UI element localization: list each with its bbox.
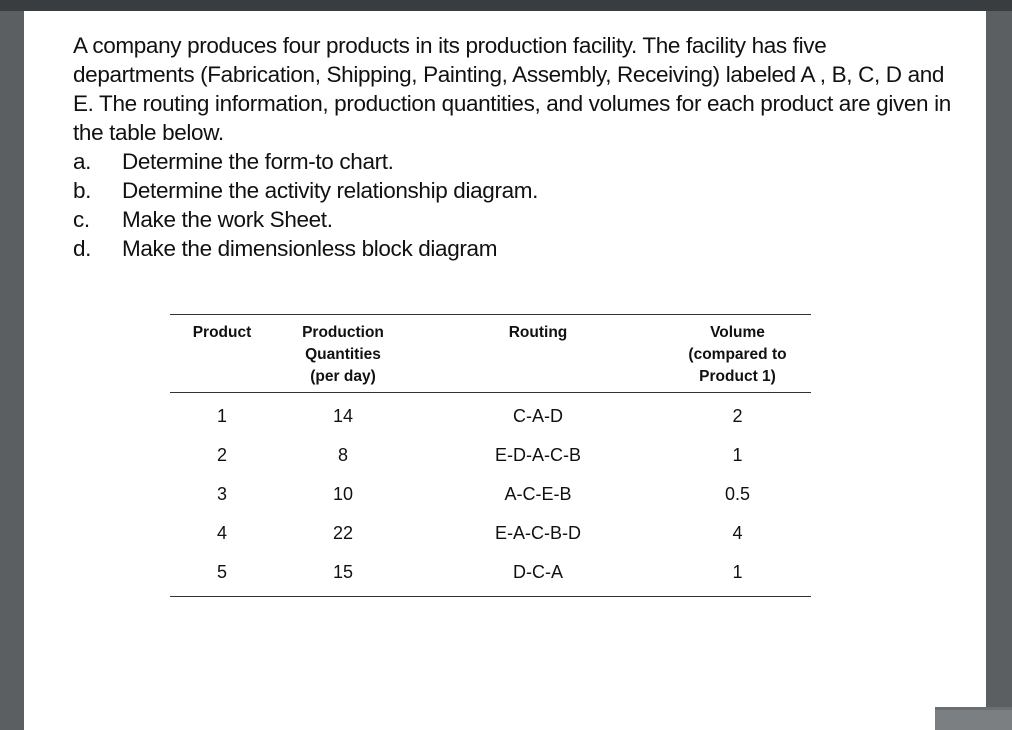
header-product: Product (192, 324, 252, 341)
cell-volume: 0.5 (724, 484, 751, 504)
cell-product: 1 (216, 406, 227, 426)
task-text: Determine the form-to chart. (122, 149, 394, 174)
product-data-table (170, 314, 811, 597)
cell-product: 2 (216, 445, 227, 465)
task-item (73, 176, 538, 205)
table-header-row (170, 315, 811, 393)
task-marker: b. (73, 178, 92, 203)
viewer-corner-tab (935, 707, 1012, 730)
cell-quantity: 15 (332, 562, 354, 582)
cell-quantity: 14 (332, 406, 354, 426)
cell-routing: D-C-A (513, 562, 563, 582)
task-text: Make the dimensionless block diagram (122, 236, 498, 261)
task-text: Determine the activity relationship diagram. (122, 178, 539, 203)
task-marker: a. (73, 149, 92, 174)
cell-routing: E-D-A-C-B (495, 445, 581, 465)
document-page (24, 11, 986, 730)
table-row (170, 436, 811, 475)
cell-volume: 2 (732, 406, 743, 426)
cell-quantity: 10 (332, 484, 354, 504)
table-row (170, 514, 811, 553)
cell-quantity: 8 (337, 445, 348, 465)
table-row (170, 475, 811, 514)
cell-volume: 1 (732, 562, 743, 582)
cell-routing: A-C-E-B (504, 484, 572, 504)
task-item (73, 147, 538, 176)
task-list (73, 147, 538, 263)
task-item (73, 234, 538, 263)
cell-product: 5 (216, 562, 227, 582)
table-row (170, 553, 811, 597)
viewer-top-bar (0, 0, 1012, 11)
table-row (170, 393, 811, 437)
cell-product: 4 (216, 523, 227, 543)
task-marker: c. (73, 207, 90, 232)
problem-statement: A company produces four products in its production facility. The facility has five departments (Fabrication, Shipping, Painting, Assembly, Receiving) labeled A , B, C, D and E. The routing information, production quantities, and volumes for each product are given in the table below. (73, 33, 951, 145)
cell-volume: 1 (732, 445, 743, 465)
cell-quantity: 22 (332, 523, 354, 543)
cell-product: 3 (216, 484, 227, 504)
cell-routing: E-A-C-B-D (495, 523, 581, 543)
header-routing: Routing (508, 324, 568, 341)
cell-routing: C-A-D (513, 406, 563, 426)
task-marker: d. (73, 236, 92, 261)
cell-volume: 4 (732, 523, 743, 543)
task-text: Make the work Sheet. (122, 207, 333, 232)
header-volume: Volume (compared to Product 1) (688, 324, 787, 385)
header-quantities: Production Quantities (per day) (302, 324, 384, 385)
task-item (73, 205, 538, 234)
